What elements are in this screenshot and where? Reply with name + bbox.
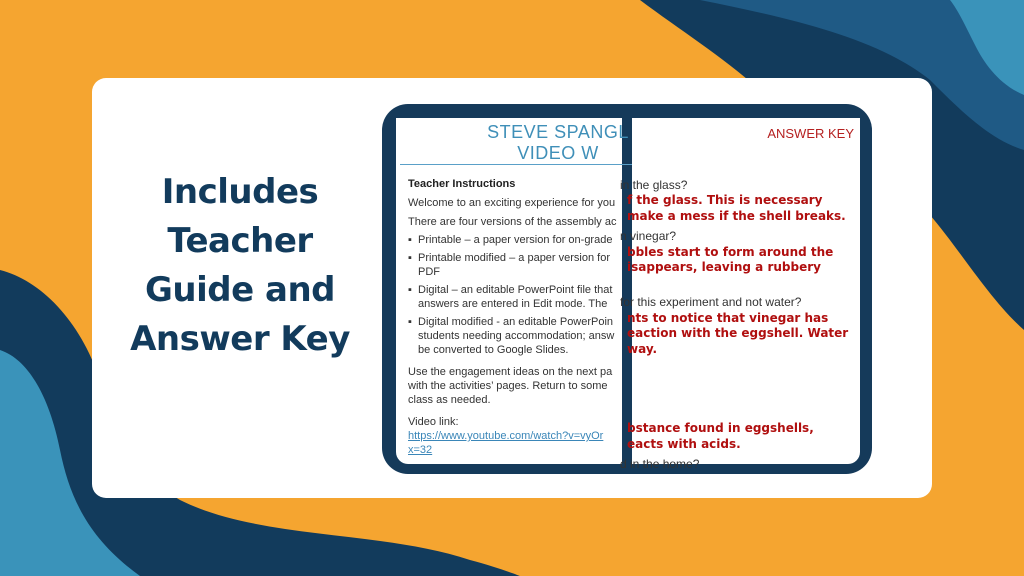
bullet-marker: ▪: [408, 234, 412, 246]
bullet-1-line-1: Printable – a paper version for on-grade: [418, 234, 613, 246]
title-divider: [400, 164, 660, 165]
headline-line-4: Answer Key: [130, 319, 350, 359]
answer-line: isappears, leaving a rubbery: [627, 260, 821, 274]
question-line: for this experiment and not water?: [620, 295, 802, 309]
engagement-line-3: class as needed.: [408, 394, 491, 406]
bullet-marker: ▪: [408, 316, 412, 328]
answer-key-label: ANSWER KEY: [767, 126, 854, 141]
headline-line-1: Includes: [161, 172, 319, 212]
intro-text: Welcome to an exciting experience for you: [408, 197, 616, 209]
video-link-line-2[interactable]: x=32: [408, 444, 433, 456]
answer-line: eacts with acids.: [627, 437, 741, 451]
teacher-guide-page: [396, 118, 629, 464]
answer-line: bstance found in eggshells,: [627, 421, 814, 435]
bullet-3-line-1: Digital – an editable PowerPoint file that: [418, 284, 613, 296]
headline-line-3: Guide and: [145, 270, 335, 310]
engagement-line-2: with the activities’ pages. Return to some: [408, 380, 608, 392]
doc-title-line-2: VIDEO W: [517, 143, 599, 163]
bullet-2-line-1: Printable modified – a paper version for: [418, 252, 610, 264]
answer-line: bbles start to form around the: [627, 245, 834, 259]
versions-intro: There are four versions of the assembly ac: [408, 216, 617, 228]
bullet-4-line-2: students needing accommodation; answ: [418, 330, 615, 342]
video-link-line-1[interactable]: https://www.youtube.com/watch?v=vyOr: [408, 430, 604, 442]
answer-key-page: [620, 118, 860, 471]
bullet-3-line-2: answers are entered in Edit mode. The: [418, 298, 608, 310]
question-line: in the glass?: [620, 178, 688, 192]
section-heading: Teacher Instructions: [408, 178, 516, 190]
answer-line: eaction with the eggshell. Water: [627, 326, 849, 340]
video-label: Video link:: [408, 416, 459, 428]
doc-title-line-1: STEVE SPANGL: [487, 122, 629, 142]
answer-line: way.: [627, 342, 658, 356]
bullet-2-line-2: PDF: [418, 266, 440, 278]
bullet-marker: ▪: [408, 252, 412, 264]
answer-line: f the glass. This is necessary: [627, 193, 823, 207]
engagement-line-1: Use the engagement ideas on the next pa: [408, 366, 613, 378]
question-line: n vinegar?: [620, 229, 677, 243]
bullet-marker: ▪: [408, 284, 412, 296]
bullet-4-line-3: be converted to Google Slides.: [418, 344, 569, 356]
headline: [118, 168, 362, 364]
headline-line-2: Teacher: [167, 221, 313, 261]
answer-line: nts to notice that vinegar has: [627, 311, 829, 325]
answer-line: make a mess if the shell breaks.: [627, 209, 846, 223]
question-line: d in the home?: [620, 457, 700, 471]
bullet-4-line-1: Digital modified - an editable PowerPoin: [418, 316, 614, 328]
